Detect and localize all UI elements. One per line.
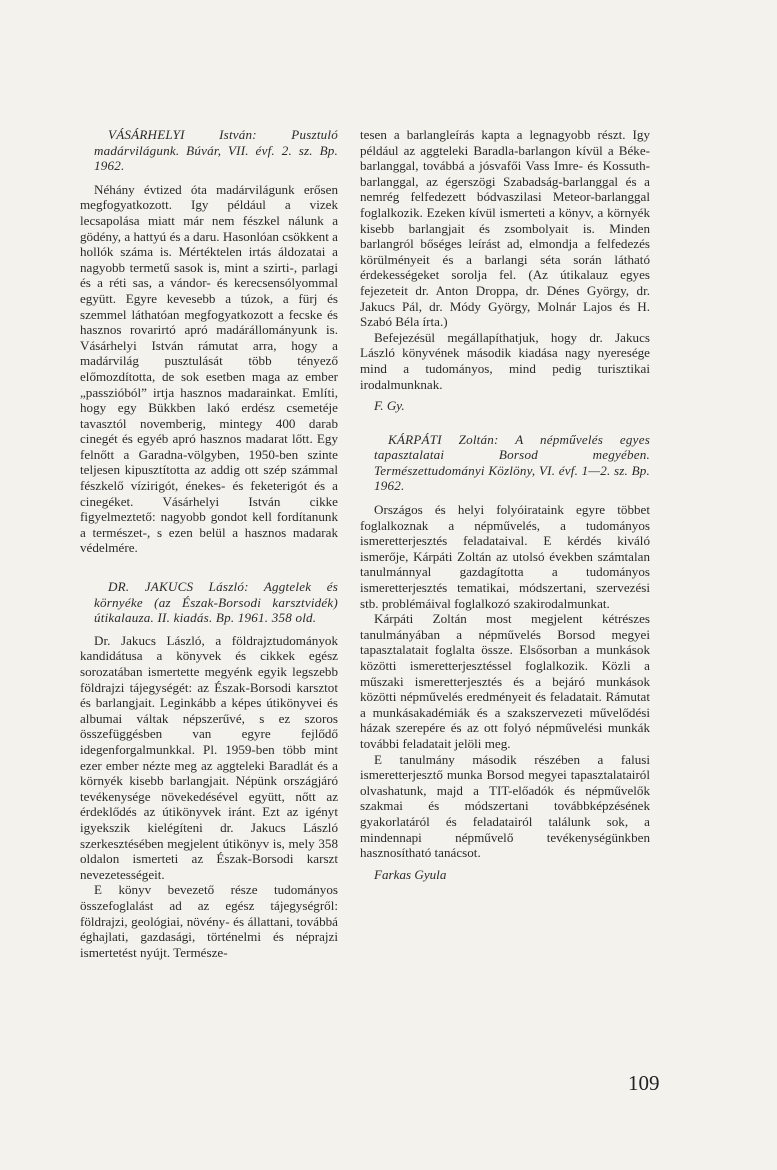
- review-paragraph-jakucs-2-continued: tesen a barlangleírás kapta a legnagyobb részt. Igy például az aggteleki Baradla-barlangon kívül a Béke-barlanggal, továbbá a jósvafői Vass Imre- és Kossuth-barlanggal, az égerszögi Szabadság-barlanggal és a nemrég felfedezett bódvaszilasi Meteor-barlanggal foglalkozik. Ezeken kívül ismerteti a könyv, a környék kisebb barlangjait és zsombolyait is. Minden barlangról bőséges leírást ad, elmondja a felfedezés körülményeit és a barlangi séta során látható érdekességeket sorolja fel. (Az útikalauz egyes fejezeteit dr. Anton Droppa, dr. Dénes György, dr. Jakucs Pál, dr. Módy György, Molnár Lajos és H. Szabó Béla írta.): [360, 127, 650, 330]
- review-paragraph-karpati-2: Kárpáti Zoltán most megjelent kétrészes tanulmányában a népművelés Borsod megyei tapasztalatait foglalta össze. Elsősorban a munkások közötti ismeretterjesztéssel foglalkozik. Közli a műszaki ismeretterjesztés és a bejáró munkások közötti népművelés eredményeit és feladatait. Rámutat a munkásakadémiák és a szakszervezeti művelődési házak szerepére és az ott folyó népművelési munkák további feladatait jelöli meg.: [360, 611, 650, 751]
- review-heading-vasarhelyi: VÁSÁRHELYI István: Pusztuló madárvilágunk. Búvár, VII. évf. 2. sz. Bp. 1962.: [94, 127, 338, 174]
- left-column: [80, 127, 338, 960]
- review-paragraph-jakucs-3: Befejezésül megállapíthatjuk, hogy dr. Jakucs László könyvének második kiadása nagy nyeresége mind a tudományos, mind pedig turisztikai irodalmunknak.: [360, 329, 650, 392]
- review-signature-karpati: Farkas Gyula: [374, 866, 447, 882]
- review-paragraph-karpati-3: E tanulmány második részében a falusi ismeretterjesztő munka Borsod megyei tapasztalatairól olvashatunk, majd a TIT-előadók és népművelők szakmai és módszertani továbbképzésének gyakorlatáról és feladatairól találunk sok, a mindennapi népművelő tevékenységünkben hasznosítható tanácsot.: [360, 751, 650, 861]
- review-heading-jakucs: DR. JAKUCS László: Aggtelek és környéke (az Észak-Borsodi karsztvidék) útikalauza. II. kiadás. Bp. 1961. 358 old.: [94, 579, 338, 626]
- review-paragraph-jakucs-1: Dr. Jakucs László, a földrajztudományok kandidátusa a könyvek és cikkek egész sorozatában ismertette megyénk egyik legszebb földrajzi tájegységét: az Észak-Borsodi karsztot és barlangjait. Leginkább a képes útikönyvei és albumai váltak népszerűvé, s ez szoros összefüggésben van egyre fejlődő idegenforgalmunkkal. Pl. 1959-ben több mint ezer ember nézte meg az aggteleki Baradlát és a környék kisebb barlangjait. Népünk országjáró tevékenysége növekedésével együtt, nőtt az érdeklődés az útikönyvek iránt. Ezt az igényt igyekszik kielégíteni dr. Jakucs László szerkesztésében megjelent útikönyv is, mely 358 oldalon ismerteti az Észak-Borsodi karszt nevezetességeit.: [80, 632, 338, 882]
- review-heading-karpati: KÁRPÁTI Zoltán: A népművelés egyes tapasztalatai Borsod megyében. Természettudományi Közlöny, VI. évf. 1—2. sz. Bp. 1962.: [374, 431, 650, 494]
- review-paragraph-karpati-1: Országos és helyi folyóirataink egyre többet foglalkoznak a népművelés, a tudományos ismeretterjesztés feladataival. E kérdés kiváló ismerője, Kárpáti Zoltán az utolsó években számtalan tanulmánnyal gazdagította a tudományos ismeretterjesztés tematikai, módszertani, szervezési stb. problémáival foglalkozó szakirodalmunkat.: [360, 502, 650, 611]
- review-paragraph-jakucs-2: E könyv bevezető része tudományos összefoglalást ad az egész tájegységről: földrajzi, geológiai, növény- és állattani, továbbá éghajlati, gazdasági, történelmi és néprajzi ismertetést nyújt. Természe-: [80, 882, 338, 960]
- review-signature-jakucs: F. Gy.: [374, 398, 405, 414]
- review-body-vasarhelyi: Néhány évtized óta madárvilágunk erősen megfogyatkozott. Igy például a vizek lecsapolása miatt már nem fészkel nálunk a gödény, a hattyú és a daru. Hasonlóan csökkent a hollók száma is. Mértéktelen irtás áldozatai a nagyobb termetű sasok is, mint a szirti-, parlagi és a réti sas, a vándor- és kerecsensólyommal együtt. Egyre kevesebb a túzok, a fürj és szemmel láthatóan megfogyatkozott a fecske és hasznos rovarirtó apró madárállományunk is. Vásárhelyi István rámutat arra, hogy a madárvilág pusztulását több tényező előmozdította, de sok esetben maga az ember „passzióból” irtja hasznos madarainkat. Említi, hogy egy Bükkben lakó erdész csemetéje tavasztól novemberig, mintegy 400 darab cinegét és egyéb apró hasznos madarat lőtt. Egy felnőtt a Garadna-völgyben, 1950-ben szinte teljesen kipusztította az addig ott szép számmal fészkelő vízirigót, énekes- és feketerigót és a cinegéket. Vásárhelyi István cikke figyelmeztető: nagyobb gondot kell fordítanunk a természet-, s ezen belül a hasznos madarak védelmére.: [80, 181, 338, 556]
- right-column: [360, 127, 650, 882]
- page-number: 109: [628, 1071, 660, 1095]
